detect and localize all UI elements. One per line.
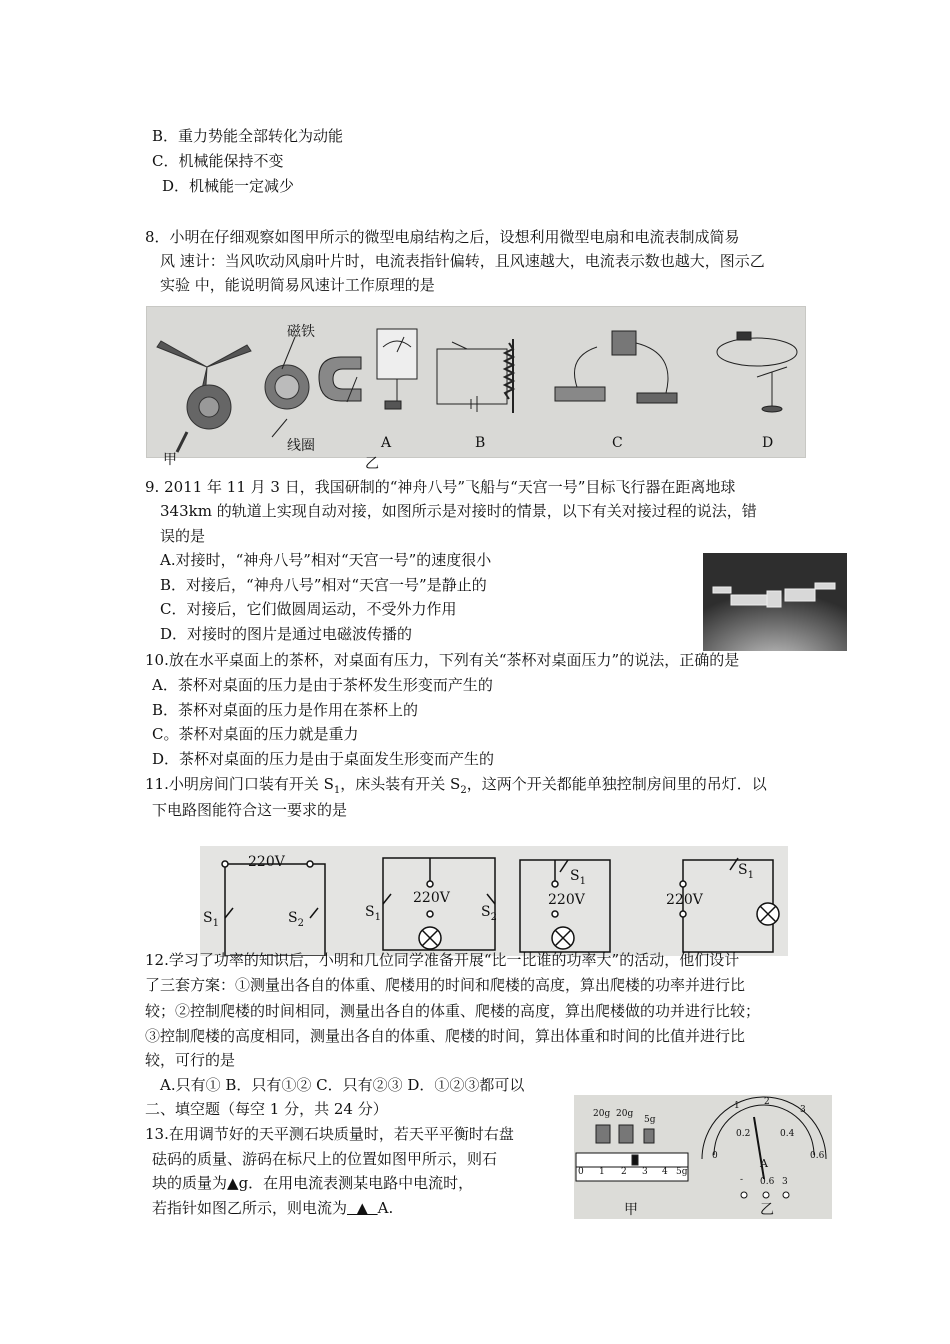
q9-option-d: D．对接时的图片是通过电磁波传播的 (160, 625, 413, 643)
circuit-c-s1: $S_1$ (570, 868, 586, 887)
docking-photo (703, 553, 847, 651)
meter-tick-2: 0.4 (780, 1129, 795, 1139)
figure-yi-label: 乙 (365, 456, 379, 472)
q12-options: A.只有① B．只有①② C．只有②③ D．①②③都可以 (160, 1076, 525, 1094)
q12-stem-line4: ③控制爬楼的高度相同，测量出各自的体重、爬楼的时间，算出体重和时间的比值并进行比 (145, 1027, 746, 1045)
circuit-b-s1: $S_1$ (365, 904, 381, 923)
q12-stem-line2: 了三套方案：①测量出各自的体重、爬楼用的时间和爬楼的高度，算出爬楼的功率并进行比 (145, 976, 746, 994)
terminal-negative: - (740, 1175, 744, 1185)
circuit-a-s1: $S_1$ (203, 910, 219, 929)
circuit-c-voltage: 220V (548, 892, 585, 908)
circuit-d-s1: $S_1$ (738, 862, 754, 881)
scale-tick-5: 5g (676, 1167, 688, 1177)
q12-stem-line5: 较，可行的是 (145, 1051, 236, 1069)
option-d-apparatus (717, 332, 797, 412)
q10-option-d: D．茶杯对桌面的压力是由于桌面发生形变而产生的 (152, 750, 495, 768)
circuit-b-s2: $S_2$ (481, 904, 497, 923)
q10-option-c: C。茶杯对桌面的压力就是重力 (152, 725, 359, 743)
q11-stem-line2: 下电路图能符合这一要求的是 (152, 801, 348, 819)
q8-stem-line3: 实验 中，能说明简易风速计工作原理的是 (160, 276, 435, 294)
figure-yi-label: 乙 (760, 1202, 774, 1218)
coil-label: 线圈 (287, 438, 315, 454)
q13-figure-drawing (574, 1095, 832, 1219)
q12-stem-line1: 12.学习了功率的知识后，小明和几位同学准备开展“比一比谁的功率大”的活动，他们设计 (145, 951, 740, 969)
q10-option-a: A．茶杯对桌面的压力是由于茶杯发生形变而产生的 (152, 676, 493, 694)
meter-tick-1: 0.2 (736, 1129, 751, 1139)
docking-photo-drawing (703, 553, 847, 651)
option-b-label: B (475, 435, 486, 451)
q13-stem-line1: 13.在用调节好的天平测石块质量时，若天平平衡时右盘 (145, 1125, 514, 1143)
terminal-06: 0.6 (760, 1177, 775, 1187)
scale-tick-3: 3 (642, 1167, 648, 1177)
option-b-circuit (437, 339, 513, 413)
q13-stem-line4: 若指针如图乙所示，则电流为 ▲ A. (152, 1199, 394, 1217)
rider-marker (632, 1155, 638, 1165)
meter-outer-2: 2 (764, 1097, 770, 1107)
option-c-apparatus (555, 331, 677, 403)
q9-option-c: C．对接后，它们做圆周运动，不受外力作用 (160, 600, 457, 618)
q13-stem-line2: 砝码的质量、游码在标尺上的位置如图甲所示，则石 (152, 1150, 498, 1168)
meter-outer-3: 3 (800, 1105, 806, 1115)
answer-blank-mass[interactable]: ▲ (227, 1174, 239, 1192)
circuit-b-voltage: 220V (413, 890, 450, 906)
q9-stem-line2: 343km 的轨道上实现自动对接，如图所示是对接时的情景，以下有关对接过程的说法，错 (160, 502, 757, 520)
circuit-a (222, 861, 325, 956)
q8-stem-line1: 8．小明在仔细观察如图甲所示的微型电扇结构之后，设想利用微型电扇和电流表制成简易 (145, 228, 740, 246)
circuit-a-s2: $S_2$ (288, 910, 304, 929)
option-a-apparatus (319, 329, 417, 409)
weight-3-label: 5g (644, 1115, 656, 1125)
meter-outer-1: 1 (734, 1101, 740, 1111)
scale-tick-0: 0 (578, 1167, 584, 1177)
q7-option-b: B．重力势能全部转化为动能 (152, 127, 344, 145)
scale-tick-2: 2 (621, 1167, 627, 1177)
q9-stem-line1: 9. 2011 年 11 月 3 日，我国研制的“神舟八号”飞船与“天宫一号”目标飞行器在距离地球 (145, 478, 736, 496)
option-c-label: C (612, 435, 623, 451)
q9-stem-line3: 误的是 (160, 527, 206, 545)
q8-stem-line2: 风 速计：当风吹动风扇叶片时，电流表指针偏转，且风速越大，电流表示数也越大，图示乙 (160, 252, 765, 270)
weight-1-label: 20g (593, 1109, 611, 1119)
meter-tick-3: 0.6 (810, 1151, 825, 1161)
circuit-a-voltage: 220V (248, 854, 285, 870)
q13-figure (574, 1095, 832, 1219)
section-title: 二、填空题（每空 1 分，共 24 分） (145, 1100, 388, 1118)
q13-stem-line3: 块的质量为▲g．在用电流表测某电路中电流时， (152, 1174, 474, 1192)
q7-option-c: C．机械能保持不变 (152, 152, 284, 170)
q12-stem-line3: 较；②控制爬楼的时间相同，测量出各自的体重、爬楼的高度，算出爬楼做的功并进行比较； (145, 1002, 761, 1020)
magnet-label: 磁铁 (287, 324, 315, 340)
figure-jia-label: 甲 (624, 1202, 638, 1218)
figure-jia-label: 甲 (163, 452, 177, 468)
q10-option-b: B．茶杯对桌面的压力是作用在茶杯上的 (152, 701, 419, 719)
weight-2-label: 20g (616, 1109, 634, 1119)
meter-tick-0: 0 (712, 1151, 718, 1161)
q7-option-d: D．机械能一定减少 (162, 177, 295, 195)
q10-stem: 10.放在水平桌面上的茶杯，对桌面有压力，下列有关“茶杯对桌面压力”的说法，正确的是 (145, 651, 740, 669)
q9-option-a: A.对接时，“神舟八号”相对“天宫一号”的速度很小 (160, 551, 492, 569)
answer-blank-current[interactable]: ▲ (347, 1199, 378, 1217)
q11-stem-line1: 11.小明房间门口装有开关 $S_1$，床头装有开关 $S_2$，这两个开关都能单独控制房间里的吊灯．以 (145, 775, 767, 796)
scale-tick-1: 1 (599, 1167, 605, 1177)
option-a-label: A (381, 435, 392, 451)
q9-option-b: B．对接后，“神舟八号”相对“天宫一号”是静止的 (160, 576, 487, 594)
q8-figure (146, 306, 806, 472)
q11-circuit-figure (200, 846, 788, 956)
weights-icon (596, 1125, 654, 1143)
option-d-label: D (762, 435, 774, 451)
scale-tick-4: 4 (662, 1167, 668, 1177)
circuit-d-voltage: 220V (666, 892, 703, 908)
terminal-3: 3 (782, 1177, 788, 1187)
meter-unit-label: A (760, 1157, 768, 1170)
